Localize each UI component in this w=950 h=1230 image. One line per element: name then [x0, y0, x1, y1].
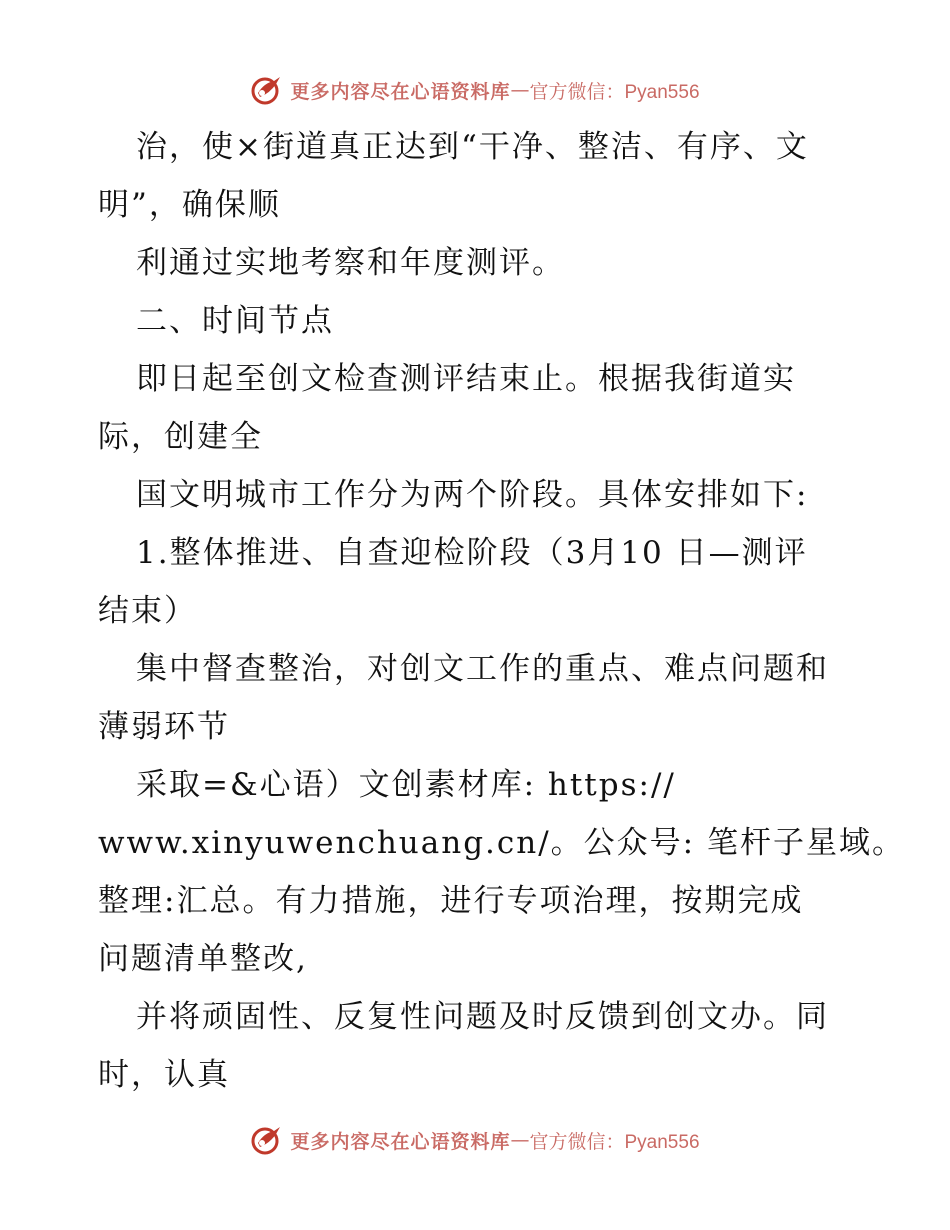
footer-watermark	[0, 1120, 950, 1160]
paragraph-line: 即日起至创文检查测评结束止。根据我街道实	[136, 361, 796, 397]
paragraph-line: www.xinyuwenchuang.cn/。公众号: 笔杆子星域。	[98, 825, 905, 861]
paragraph-line: 国文明城市工作分为两个阶段。具体安排如下:	[136, 477, 809, 513]
paragraph-line: 问题清单整改,	[98, 941, 308, 977]
paragraph-line: 整理:汇总。有力措施，进行专项治理，按期完成	[98, 883, 804, 919]
paragraph-line: 结束）	[98, 593, 197, 629]
paragraph-line: 利通过实地考察和年度测评。	[136, 245, 565, 281]
header-watermark	[0, 70, 950, 110]
watermark-separator: —	[510, 79, 530, 101]
watermark-text: 更多内容尽在心语资料库	[290, 1130, 511, 1153]
paragraph-line: 并将顽固性、反复性问题及时反馈到创文办。同	[136, 999, 829, 1035]
paragraph-line: 际，创建全	[98, 419, 263, 455]
paragraph-line: 采取=&心语）文创素材库: https://	[136, 767, 676, 803]
watermark-account: 官方微信：Pyan556	[529, 1131, 700, 1153]
brush-logo-icon	[250, 73, 284, 107]
list-item-heading: 1.整体推进、自查迎检阶段（3月10 日—测评	[136, 535, 808, 571]
paragraph-line: 治，使×街道真正达到“干净、整洁、有序、文	[136, 129, 809, 165]
watermark-account: 官方微信：Pyan556	[529, 81, 700, 103]
brush-logo-icon	[250, 1123, 284, 1157]
watermark-text: 更多内容尽在心语资料库	[290, 80, 511, 103]
paragraph-line: 薄弱环节	[98, 709, 230, 745]
paragraph-line: 明”，确保顺	[98, 187, 281, 223]
watermark-separator: —	[510, 1129, 530, 1151]
paragraph-line: 集中督查整治，对创文工作的重点、难点问题和	[136, 651, 829, 687]
section-heading: 二、时间节点	[136, 303, 334, 339]
paragraph-line: 时，认真	[98, 1057, 230, 1093]
